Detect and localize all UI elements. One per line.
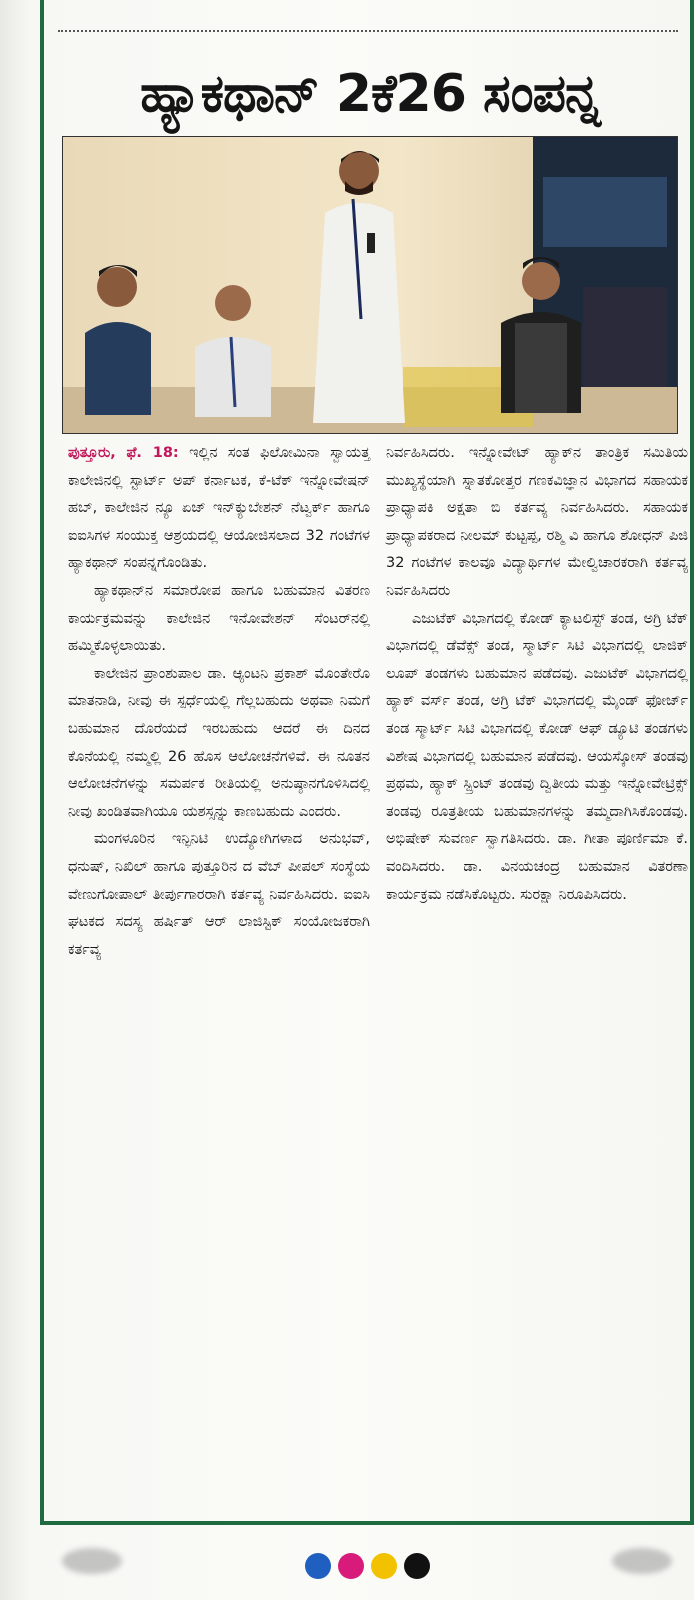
article-column-left	[68, 440, 370, 964]
paragraph-3: ಕಾಲೇಜಿನ ಪ್ರಾಂಶುಪಾಲ ಡಾ. ಆ್ಯಂಟನಿ ಪ್ರಕಾಶ್ ಮೊಂತೇರೊ ಮಾತನಾಡಿ, ನೀವು ಈ ಸ್ಪರ್ಧೆಯಲ್ಲಿ ಗೆಲ್ಲಬಹುದು ಅಥವಾ ನಿಮಗೆ ಬಹುಮಾನ ದೊರೆಯದೆ ಇರಬಹುದು ಆದರೆ ಈ ದಿನದ ಕೊನೆಯಲ್ಲಿ ನಮ್ಮಲ್ಲಿ 26 ಹೊಸ ಆಲೋಚನೆಗಳಿವೆ. ಈ ನೂತನ ಆಲೋಚನೆಗಳನ್ನು ಸಮರ್ಪಕ ರೀತಿಯಲ್ಲಿ ಅನುಷ್ಠಾನಗೊಳಿಸಿದಲ್ಲಿ ನೀವು ಖಂಡಿತವಾಗಿಯೂ ಯಶಸ್ಸನ್ನು ಕಾಣಬಹುದು ಎಂದರು.	[68, 665, 370, 820]
headline: ಹ್ಯಾಕಥಾನ್ 2ಕೆ26 ಸಂಪನ್ನ	[140, 64, 600, 124]
paragraph-6: ಎಜುಟೆಕ್ ವಿಭಾಗದಲ್ಲಿ ಕೋಡ್ ಕ್ಯಾಟಲಿಸ್ಟ್ ತಂಡ, ಅಗ್ರಿ ಟೆಕ್ ವಿಭಾಗದಲ್ಲಿ ಡೆವೆಕ್ಸ್ ತಂಡ, ಸ್ಮಾರ್ಟ್ ಸಿಟಿ ವಿಭಾಗದಲ್ಲಿ ಲಾಜಿಕ್ ಲೂಪ್ ತಂಡಗಳು ಬಹುಮಾನ ಪಡೆದವು. ಎಜುಟೆಕ್ ವಿಭಾಗದಲ್ಲಿ ಹ್ಯಾಕ್ ವರ್ಸ್ ತಂಡ, ಅಗ್ರಿ ಟೆಕ್ ವಿಭಾಗದಲ್ಲಿ ಮೈಂಡ್ ಫೋರ್ಜ್ ತಂಡ ಸ್ಮಾರ್ಟ್ ಸಿಟಿ ವಿಭಾಗದಲ್ಲಿ ಕೋಡ್ ಆಫ್ ಡ್ಯೂಟಿ ತಂಡಗಳು ವಿಶೇಷ ವಿಭಾಗದಲ್ಲಿ ಬಹುಮಾನ ಪಡೆದವು. ಆಯಸ್ಕೋಸ್ ತಂಡವು ಪ್ರಥಮ, ಹ್ಯಾಕ್ ಸ್ಪ್ರಿಂಟ್ ತಂಡವು ದ್ವಿತೀಯ ಮತ್ತು ಇನ್ನೋವೇಟ್ರಿಕ್ಸ್ ತಂಡವು ರೂತ್ರತೀಯ ಬಹುಮಾನಗಳನ್ನು ತಮ್ಮದಾಗಿಸಿಕೊಂಡವು. ಅಭಿಷೇಕ್ ಸುವರ್ಣ ಸ್ವಾಗತಿಸಿದರು. ಡಾ. ಗೀತಾ ಪೂರ್ಣಿಮಾ ಕೆ. ವಂದಿಸಿದರು. ಡಾ. ವಿನಯಚಂದ್ರ ಬಹುಮಾನ ವಿತರಣಾ ಕಾರ್ಯಕ್ರಮ ನಡೆಸಿಕೊಟ್ಟರು. ಸುರಕ್ಷಾ ನಿರೂಪಿಸಿದರು.	[386, 610, 688, 903]
banner-panel	[543, 177, 667, 247]
dotted-separator	[58, 30, 678, 32]
registration-dot-blue	[305, 1553, 331, 1579]
paragraph-1-text: ಇಲ್ಲಿನ ಸಂತ ಫಿಲೋಮಿನಾ ಸ್ವಾಯತ್ತ ಕಾಲೇಜಿನಲ್ಲಿ ಸ್ಟಾರ್ಟ್ ಅಪ್ ಕರ್ನಾಟಕ, ಕೆ-ಟೆಕ್ ಇನ್ನೋವೇಷನ್ ಹಬ್, ಕಾಲೇಜಿನ ನ್ಯೂ ಏಜ್ ಇನ್‌ಕ್ಯುಬೇಶನ್ ನೆಟ್ವರ್ಕ್ ಹಾಗೂ ಐಐಸಿಗಳ ಸಂಯುಕ್ತ ಆಶ್ರಯದಲ್ಲಿ ಆಯೋಜಿಸಲಾದ 32 ಗಂಟೆಗಳ ಹ್ಯಾಕಥಾನ್ ಸಂಪನ್ನಗೊಂಡಿತು.	[68, 445, 371, 572]
registration-dot-yellow	[371, 1553, 397, 1579]
event-photo	[62, 136, 678, 434]
column-border-right	[690, 0, 694, 1525]
print-smudge-right	[612, 1548, 672, 1574]
dateline: ಪುತ್ತೂರು, ಫೆ. 18:	[68, 445, 179, 461]
event-photo-illustration	[63, 137, 677, 433]
column-border-left	[40, 0, 44, 1525]
paragraph-2: ಹ್ಯಾಕಥಾನ್‌ನ ಸಮಾರೋಪ ಹಾಗೂ ಬಹುಮಾನ ವಿತರಣ ಕಾರ್ಯಕ್ರಮವನ್ನು ಕಾಲೇಜಿನ ಇನೋವೇಶನ್ ಸೆಂಟರ್‌ನಲ್ಲಿ ಹಮ್ಮಿಕೊಳ್ಳಲಾಯಿತು.	[68, 582, 370, 655]
paragraph-4: ಮಂಗಳೂರಿನ ಇನ್ಫಿನಿಟಿ ಉದ್ಯೋಗಿಗಳಾದ ಅನುಭವ್, ಧನುಷ್, ನಿಖಿಲ್ ಹಾಗೂ ಪುತ್ತೂರಿನ ದ ವೆಬ್ ಪೀಪಲ್ ಸಂಸ್ಥೆಯ ವೇಣುಗೋಪಾಲ್ ತೀರ್ಪುಗಾರರಾಗಿ ಕರ್ತವ್ಯ ನಿರ್ವಹಿಸಿದರು. ಐಐಸಿ ಘಟಕದ ಸದಸ್ಯ ಹರ್ಷಿತ್ ಆರ್ ಲಾಜಿಸ್ಟಿಕ್ ಸಂಯೋಜಕರಾಗಿ ಕರ್ತವ್ಯ	[68, 831, 370, 958]
print-smudge-left	[62, 1548, 122, 1574]
column-border-bottom	[40, 1521, 694, 1525]
paragraph-1	[68, 440, 370, 578]
registration-dot-black	[404, 1553, 430, 1579]
article-column-right	[386, 440, 688, 909]
paragraph-5: ನಿರ್ವಹಿಸಿದರು. ಇನ್ನೋವೇಟ್ ಹ್ಯಾಕ್‌ನ ತಾಂತ್ರಿಕ ಸಮಿತಿಯ ಮುಖ್ಯಸ್ಥೆಯಾಗಿ ಸ್ನಾತಕೋತ್ತರ ಗಣಕವಿಜ್ಞಾನ ವಿಭಾಗದ ಸಹಾಯಕ ಪ್ರಾಧ್ಯಾಪಕಿ ಅಕ್ಷತಾ ಬಿ ಕರ್ತವ್ಯ ನಿರ್ವಹಿಸಿದರು. ಸಹಾಯಕ ಪ್ರಾಧ್ಯಾಪಕರಾದ ನೀಲಮ್ ಕುಟ್ಟಪ್ಪ, ರಶ್ಮಿ ವಿ ಹಾಗೂ ಶೋಧನ್ ಪಿಜಿ 32 ಗಂಟೆಗಳ ಕಾಲವೂ ವಿದ್ಯಾರ್ಥಿಗಳ ಮೇಲ್ವಿಚಾರಕರಾಗಿ ಕರ್ತವ್ಯ ನಿರ್ವಹಿಸಿದರು	[386, 445, 688, 599]
registration-dot-magenta	[338, 1553, 364, 1579]
